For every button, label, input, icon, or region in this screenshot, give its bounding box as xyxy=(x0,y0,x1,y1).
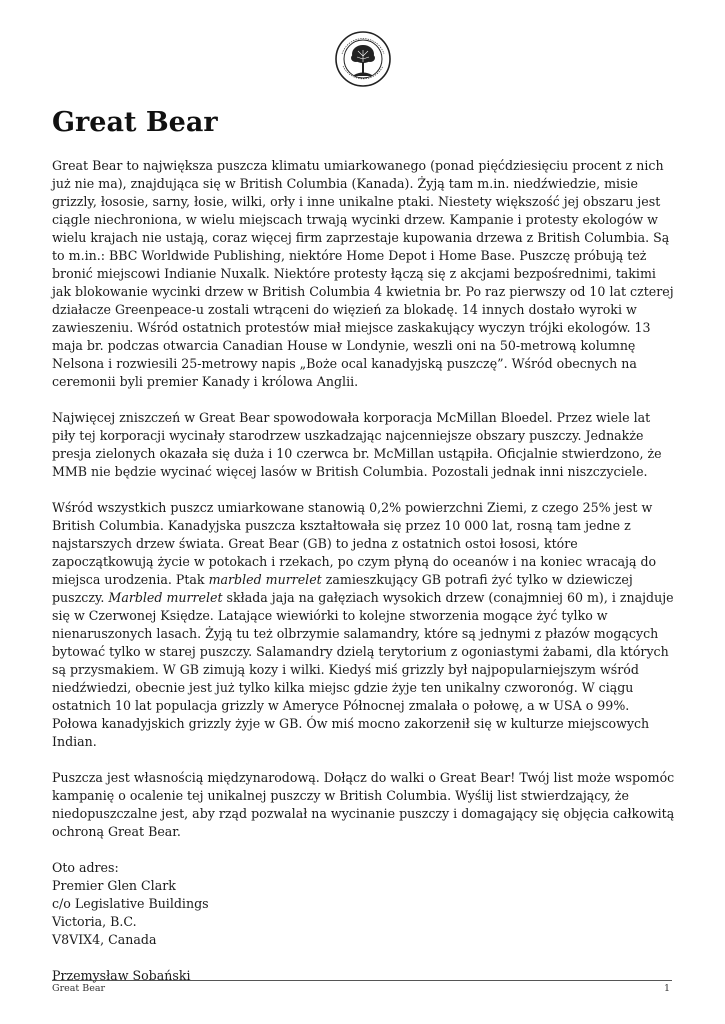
article-body xyxy=(52,157,677,1003)
footer-page-number: 1 xyxy=(664,983,671,994)
page-title: Great Bear xyxy=(52,107,218,138)
address-line: Oto adres: xyxy=(52,860,119,875)
paragraph-4: Puszcza jest własnością międzynarodową. Dołącz do walki o Great Bear! Twój list może wspomóc kampanię o ocalenie tej unikalnej puszczy w British Columbia. Wyślij list stwierdzający, że niedopuszczalne jest, aby rząd pozwalał na wycinanie puszczy i domagający się objęcia całkowitą ochroną Great Bear. xyxy=(52,770,675,839)
paragraph-3-text-a: Wśród wszystkich puszcz umiarkowane stanowią 0,2% powierzchni Ziemi, z czego 25% jest w British Columbia. Kanadyjska puszcza kształtowała się przez 10 000 lat, rosną tam jedne z najstarszych drzew świata. Great Bear (GB) to jedna z ostatnich ostoi łososi, które zapoczątkowują życie w potokach i rzekach, po czym płyną do oceanów i na koniec wracają do miejsca urodzenia. Ptak xyxy=(52,500,657,587)
address-line: Premier Glen Clark xyxy=(52,878,176,893)
paragraph-1: Great Bear to największa puszcza klimatu umiarkowanego (ponad pięćdziesięciu procent z nich już nie ma), znajdująca się w British Columbia (Kanada). Żyją tam m.in. niedźwiedzie, misie grizzly, łososie, sarny, łosie, wilki, orły i inne unikalne ptaki. Niestety większość jej obszaru jest ciągle niechroniona, w wielu miejscach trwają wycinki drzew. Kampanie i protesty ekologów w wielu krajach nie ustają, coraz więcej firm zaprzestaje kupowania drzewa z British Columbia. Są to m.in.: BBC Worldwide Publishing, niektóre Home Depot i Home Base. Puszczę próbują też bronić miejscowi Indianie Nuxalk. Niektóre protesty łączą się z akcjami bezpośrednimi, takimi jak blokowanie wycinki drzew w British Columbia 4 kwietnia br. Po raz pierwszy od 10 lat czterej działacze Greenpeace-u zostali wtrąceni do więzień za blokadę. 14 innych dostało wyroki w zawieszeniu. Wśród ostatnich protestów miał miejsce zaskakujący wyczyn trójki ekologów. 13 maja br. podczas otwarcia Canadian House w Londynie, weszli oni na 50-metrową kolumnę Nelsona i rozwiesili 25-metrowy napis „Boże ocal kanadyjską puszczę”. Wśród obecnych na ceremonii byli premier Kanady i królowa Anglii. xyxy=(52,158,674,389)
footer-doc-title: Great Bear xyxy=(52,983,106,994)
paragraph-2: Najwięcej zniszczeń w Great Bear spowodowała korporacja McMillan Bloedel. Przez wiele lat piły tej korporacji wycinały starodrzew uszkadzając najcenniejsze obszary puszczy. Jednakże presja zielonych okazała się duża i 10 czerwca br. McMillan ustąpiła. Oficjalnie stwierdzono, że MMB nie będzie wycinać więcej lasów w British Columbia. Pozostali jednak inni niszczyciele. xyxy=(52,410,662,479)
author-signature: Przemysław Sobański xyxy=(52,968,191,983)
address-block xyxy=(52,859,677,949)
address-line: Victoria, B.C. xyxy=(52,914,137,929)
address-line: V8VIX4, Canada xyxy=(52,932,157,947)
paragraph-3-text-c: składa jaja na gałęziach wysokich drzew (conajmniej 60 m), i znajduje się w Czerwonej Księdze. Latające wiewiórki to kolejne stworzenia mogące żyć tylko w nienaruszonych lasach. Żyją tu też olbrzymie salamandry, które są jednymi z płazów mogących bytować tylko w starej puszczy. Salamandry dzielą terytorium z ogoniastymi żabami, dla których są przysmakiem. W GB zimują kozy i wilki. Kiedyś miś grizzly był najpopularniejszym wśród niedźwiedzi, obecnie jest już tylko kilka miejsc gdzie żyje ten unikalny czworonóg. W ciągu ostatnich 10 lat populacja grizzly w Ameryce Północnej zmalała o połowę, a w USA o 99%. Połowa kanadyjskich grizzly żyje w GB. Ów miś mocno zakorzenił się w kulturze miejscowych Indian. xyxy=(52,590,674,749)
species-name-italic: marbled murrelet xyxy=(208,572,322,587)
species-name-italic: Marbled murrelet xyxy=(108,590,223,605)
footer-divider xyxy=(52,980,672,981)
paragraph-3-text-b: zamieszkujący GB potrafi żyć tylko w dziewiczej puszczy. xyxy=(52,572,633,605)
logo xyxy=(334,30,392,88)
tree-seal-icon xyxy=(334,30,392,88)
address-line: c/o Legislative Buildings xyxy=(52,896,209,911)
paragraph-3 xyxy=(52,499,677,751)
